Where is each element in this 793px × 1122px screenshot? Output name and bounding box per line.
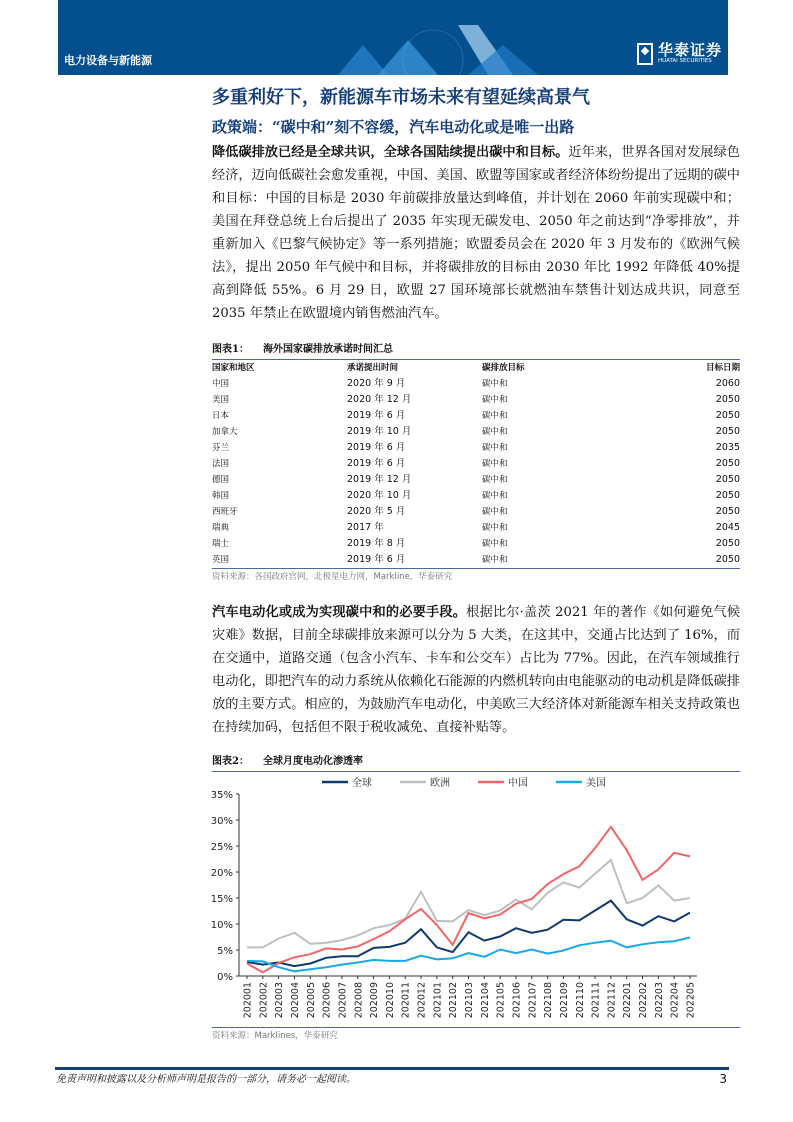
x-tick-label: 202110 <box>574 981 586 1018</box>
para2-lead: 汽车电动化或成为实现碳中和的必要手段。 <box>212 604 467 620</box>
series-line-3 <box>247 937 690 971</box>
table-row <box>212 472 740 488</box>
table-cell: 中国 <box>212 379 230 389</box>
table-cell: 2050 <box>715 490 740 501</box>
table-row <box>212 488 740 504</box>
x-tick-label: 202011 <box>400 981 412 1018</box>
table-cell: 碳中和 <box>482 379 508 389</box>
figure2-title <box>212 755 740 772</box>
y-tick-label: 30% <box>210 815 233 827</box>
table-cell: 2019 年 6 月 <box>347 442 406 453</box>
col-header: 承诺提出时间 <box>347 363 399 373</box>
table-cell: 碳中和 <box>482 554 508 565</box>
table-cell: 瑞士 <box>212 539 230 549</box>
carbon-commitment-table <box>212 360 740 569</box>
x-tick-label: 202203 <box>653 981 665 1018</box>
table-row <box>212 456 740 472</box>
table-cell: 碳中和 <box>482 411 508 421</box>
legend-label: 中国 <box>508 777 528 789</box>
table-row <box>212 552 740 568</box>
table-cell: 韩国 <box>212 491 230 501</box>
table-cell: 西班牙 <box>212 507 238 517</box>
table-cell: 2019 年 12 月 <box>347 474 412 485</box>
x-tick-label: 202006 <box>321 981 333 1018</box>
table-cell: 日本 <box>212 411 230 421</box>
x-tick-label: 202007 <box>337 981 349 1018</box>
footer-rule <box>55 1067 729 1070</box>
table-cell: 2035 <box>715 442 740 453</box>
table-cell: 碳中和 <box>482 507 508 517</box>
x-tick-label: 202109 <box>558 981 570 1018</box>
table-cell: 碳中和 <box>482 459 508 469</box>
table-cell: 2017 年 <box>347 522 384 533</box>
x-tick-label: 202009 <box>369 981 381 1018</box>
table-cell: 碳中和 <box>482 443 508 453</box>
page-number: 3 <box>719 1072 727 1086</box>
col-header: 目标日期 <box>705 363 740 373</box>
penetration-line-chart <box>200 772 720 1027</box>
table-cell: 2050 <box>715 506 740 517</box>
legend-label: 美国 <box>586 777 606 789</box>
table-cell: 美国 <box>212 395 230 405</box>
table-row <box>212 392 740 408</box>
table-row <box>212 536 740 552</box>
x-tick-label: 202111 <box>590 981 602 1018</box>
table-cell: 2019 年 8 月 <box>347 538 406 549</box>
table1-source: 资料来源：各国政府官网，北极星电力网，Markline，华泰研究 <box>212 571 453 582</box>
x-tick-label: 202101 <box>432 981 444 1018</box>
x-tick-label: 202104 <box>479 981 491 1018</box>
series-line-2 <box>247 826 690 972</box>
table-cell: 2050 <box>715 394 740 405</box>
y-tick-label: 0% <box>217 971 233 983</box>
table-cell: 芬兰 <box>212 443 230 453</box>
table-cell: 2050 <box>715 458 740 469</box>
table1-label: 图表1： <box>212 344 249 355</box>
table-cell: 2020 年 9 月 <box>347 378 406 389</box>
x-tick-label: 202002 <box>258 981 270 1018</box>
table1-title <box>212 343 740 360</box>
figure2-label: 图表2： <box>212 755 249 767</box>
y-tick-label: 10% <box>210 919 233 931</box>
huatai-logo <box>637 42 722 65</box>
table-row <box>212 424 740 440</box>
col-header: 国家和地区 <box>212 363 255 373</box>
x-tick-label: 202012 <box>416 981 428 1018</box>
table-cell: 加拿大 <box>212 427 238 437</box>
x-tick-label: 202010 <box>384 981 396 1018</box>
figure2-caption: 全球月度电动化渗透率 <box>262 755 363 767</box>
x-tick-label: 202106 <box>511 981 523 1018</box>
table-row <box>212 440 740 456</box>
col-header: 碳排放目标 <box>482 363 525 373</box>
table-cell: 碳中和 <box>482 475 508 485</box>
table-cell: 英国 <box>212 554 230 565</box>
content-column <box>212 141 740 1042</box>
table-cell: 碳中和 <box>482 539 508 549</box>
sector-label: 电力设备与新能源 <box>64 54 152 67</box>
table-cell: 瑞典 <box>212 523 230 533</box>
table1-caption: 海外国家碳排放承诺时间汇总 <box>262 344 393 355</box>
legend-label: 全球 <box>352 777 372 789</box>
table-row <box>212 376 740 392</box>
report-header <box>58 0 728 75</box>
x-tick-label: 202201 <box>622 981 634 1018</box>
x-tick-label: 202008 <box>353 981 365 1018</box>
x-tick-label: 202108 <box>543 981 555 1018</box>
table-cell: 2020 年 10 月 <box>347 490 412 501</box>
table-cell: 2020 年 5 月 <box>347 506 406 517</box>
y-tick-label: 5% <box>217 945 233 957</box>
table-cell: 2020 年 12 月 <box>347 394 412 405</box>
table-cell: 碳中和 <box>482 427 508 437</box>
para2-text: 根据比尔·盖茨 2021 年的著作《如何避免气候灾难》数据，目前全球碳排放来源可以分为 5 大类，在这其中，交通占比达到了 16%，而在交通中，道路交通（包含小汽车、卡车和公交车）占比为 77%。因此，在汽车领域推行电动化，即把汽车的动力系统从依赖化石能源的内燃机转向由电能驱动的电动机是降低碳排放的主要方式。相应的，为鼓励汽车电动化，中美欧三大经济体对新能源车相关支持政策也在持续加码，包括但不限于税收减免、直接补贴等。 <box>212 604 741 735</box>
figure2-source: 资料来源：Marklines，华泰研究 <box>212 1030 338 1041</box>
paragraph-2 <box>212 601 740 739</box>
table-cell: 2050 <box>715 474 740 485</box>
y-tick-label: 20% <box>210 867 233 879</box>
x-tick-label: 202205 <box>685 981 697 1018</box>
y-tick-label: 35% <box>210 789 233 801</box>
x-tick-label: 202112 <box>606 981 618 1018</box>
para1-lead: 降低碳排放已经是全球共识，全球各国陆续提出碳中和目标。 <box>212 145 569 160</box>
logo-cn: 华泰证券 <box>657 41 722 59</box>
x-tick-label: 202001 <box>242 981 254 1018</box>
table-row <box>212 408 740 424</box>
table-cell: 2019 年 6 月 <box>347 410 406 421</box>
x-tick-label: 202107 <box>527 981 539 1018</box>
x-tick-label: 202202 <box>638 981 650 1018</box>
table-cell: 2050 <box>715 553 740 565</box>
table-header-row <box>212 360 740 376</box>
x-tick-label: 202204 <box>669 981 681 1018</box>
table-cell: 碳中和 <box>482 395 508 405</box>
table-cell: 2050 <box>715 410 740 421</box>
x-tick-label: 202103 <box>464 981 475 1018</box>
y-tick-label: 25% <box>210 841 233 853</box>
footer-disclaimer: 免责声明和披露以及分析师声明是报告的一部分，请务必一起阅读。 <box>56 1074 356 1085</box>
logo-icon <box>637 43 653 65</box>
table-row <box>212 520 740 536</box>
paragraph-1 <box>212 141 740 325</box>
section-title: 多重利好下，新能源车市场未来有望延续高景气 <box>212 87 590 108</box>
table-cell: 2050 <box>715 426 740 437</box>
table-cell: 2019 年 6 月 <box>347 458 406 469</box>
para1-text: 近年来，世界各国对发展绿色经济，迈向低碳社会愈发重视，中国、美国、欧盟等国家或者经济体纷纷提出了远期的碳中和目标：中国的目标是 2030 年前碳排放量达到峰值，并计划在 2060 年前实现碳中和；美国在拜登总统上台后提出了 2035 年实现无碳发电、2050 年之前达到“净零排放”，并重新加入《巴黎气候协定》等一系列措施；欧盟委员会在 2020 年 3 月发布的《欧洲气候法》，提出 2050 年气候中和目标，并将碳排放的目标由 2030 年比 1992 年降低 40%提高到降低 55%。6 月 29 日，欧盟 27 国环境部长就燃油车禁售计划达成共识，同意至 2035 年禁止在欧盟境内销售燃油汽车。 <box>212 145 740 321</box>
table-cell: 2060 <box>715 378 740 389</box>
x-tick-label: 202003 <box>274 981 286 1018</box>
table-cell: 2019 年 6 月 <box>347 553 406 565</box>
table-row <box>212 504 740 520</box>
legend-label: 欧洲 <box>430 777 450 789</box>
table-cell: 2019 年 10 月 <box>347 426 412 437</box>
table-cell: 2045 <box>715 522 740 533</box>
table-cell: 碳中和 <box>482 491 508 501</box>
table-cell: 德国 <box>212 475 230 485</box>
x-tick-label: 202102 <box>448 981 460 1018</box>
x-tick-label: 202005 <box>305 981 317 1018</box>
table-cell: 法国 <box>212 459 230 469</box>
series-line-1 <box>247 860 690 947</box>
section-subtitle: 政策端：“碳中和”刻不容缓，汽车电动化或是唯一出路 <box>212 118 575 136</box>
chart-bottom-rule <box>212 1027 740 1028</box>
logo-en: HUATAI SECURITIES <box>657 58 712 64</box>
y-tick-label: 15% <box>210 893 233 905</box>
header-decoration <box>338 25 558 75</box>
table-cell: 2050 <box>715 538 740 549</box>
x-tick-label: 202004 <box>289 981 301 1018</box>
x-tick-label: 202105 <box>495 981 507 1018</box>
table-cell: 碳中和 <box>482 523 508 533</box>
